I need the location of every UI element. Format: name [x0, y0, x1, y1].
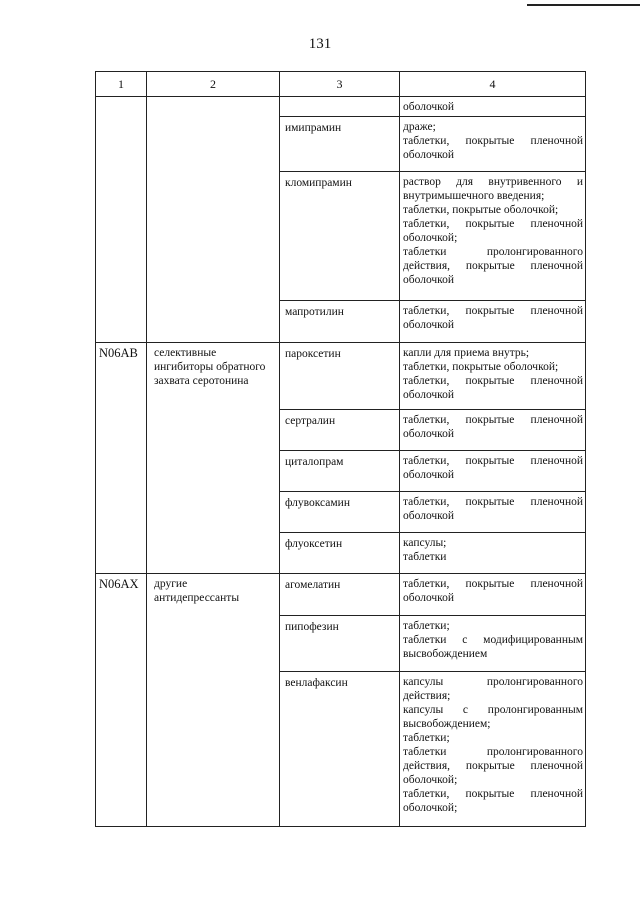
dosage-form-line: таблетки, покрытые пленочной — [403, 305, 583, 317]
dosage-forms-cell — [400, 492, 586, 533]
dosage-form-line: внутримышечного введения; — [403, 190, 545, 202]
drug-table — [95, 71, 586, 827]
dosage-form-line: капли для приема внутрь; — [403, 347, 530, 359]
drug-name-cell: флувоксамин — [280, 492, 400, 533]
dosage-form-line: оболочкой; — [403, 802, 458, 814]
drug-name-cell — [280, 97, 400, 117]
dosage-form-line: оболочкой — [403, 274, 455, 286]
column-header: 1 — [96, 72, 147, 97]
dosage-form-line: таблетки пролонгированного — [403, 246, 583, 258]
drug-name-cell: пипофезин — [280, 616, 400, 672]
dosage-form-line: оболочкой — [403, 389, 455, 401]
dosage-form-line: таблетки; — [403, 732, 450, 744]
dosage-form-line: капсулы; — [403, 537, 447, 549]
group-name-cell — [147, 97, 280, 343]
dosage-forms-cell — [400, 574, 586, 616]
dosage-forms-cell — [400, 301, 586, 343]
page-number: 131 — [308, 36, 332, 52]
dosage-form-line: таблетки, покрытые пленочной — [403, 578, 583, 590]
dosage-form-line: оболочкой — [403, 149, 455, 161]
dosage-form-line: действия; — [403, 690, 451, 702]
dosage-form-line: оболочкой — [403, 428, 455, 440]
dosage-form-line: оболочкой — [403, 510, 455, 522]
dosage-form-line: оболочкой — [403, 469, 455, 481]
table-row — [96, 343, 586, 410]
dosage-forms-cell — [400, 616, 586, 672]
drug-name-cell: имипрамин — [280, 117, 400, 172]
dosage-form-line: таблетки пролонгированного — [403, 746, 583, 758]
dosage-form-line: высвобождением — [403, 648, 488, 660]
dosage-forms-cell — [400, 343, 586, 410]
dosage-form-line: таблетки, покрытые пленочной — [403, 218, 583, 230]
dosage-form-line: оболочкой — [403, 319, 455, 331]
dosage-forms-cell — [400, 97, 586, 117]
dosage-forms-cell — [400, 533, 586, 574]
dosage-form-line: таблетки, покрытые пленочной — [403, 375, 583, 387]
dosage-form-line: таблетки с модифицированным — [403, 634, 583, 646]
dosage-form-line: таблетки, покрытые пленочной — [403, 414, 583, 426]
dosage-forms-cell — [400, 117, 586, 172]
dosage-form-line: высвобождением; — [403, 718, 491, 730]
dosage-form-line: таблетки, покрытые пленочной — [403, 496, 583, 508]
dosage-form-line: драже; — [403, 121, 436, 133]
atc-code-cell: N06AX — [96, 574, 147, 827]
table-row — [96, 97, 586, 117]
dosage-form-line: раствор для внутривенного и — [403, 176, 583, 188]
dosage-form-line: оболочкой — [403, 101, 455, 113]
dosage-forms-cell — [400, 410, 586, 451]
dosage-form-line: таблетки, покрытые оболочкой; — [403, 204, 559, 216]
dosage-form-line: капсулы пролонгированного — [403, 676, 583, 688]
column-header: 4 — [400, 72, 586, 97]
column-header: 3 — [280, 72, 400, 97]
dosage-form-line: таблетки, покрытые пленочной — [403, 135, 583, 147]
dosage-form-line: оболочкой; — [403, 774, 458, 786]
dosage-form-line: действия, покрытые пленочной — [403, 760, 583, 772]
drug-name-cell: пароксетин — [280, 343, 400, 410]
column-header: 2 — [147, 72, 280, 97]
dosage-form-line: капсулы с пролонгированным — [403, 704, 583, 716]
dosage-form-line: таблетки, покрытые пленочной — [403, 455, 583, 467]
atc-code-cell — [96, 97, 147, 343]
drug-name-cell: кломипрамин — [280, 172, 400, 301]
atc-code-cell: N06AB — [96, 343, 147, 574]
drug-name-cell: агомелатин — [280, 574, 400, 616]
dosage-form-line: таблетки; — [403, 620, 450, 632]
dosage-forms-cell — [400, 172, 586, 301]
drug-name-cell: флуоксетин — [280, 533, 400, 574]
group-name-cell: селективные ингибиторы обратного захвата серотонина — [147, 343, 280, 574]
dosage-forms-cell — [400, 451, 586, 492]
drug-name-cell: мапротилин — [280, 301, 400, 343]
group-name-cell: другие антидепрессанты — [147, 574, 280, 827]
drug-name-cell: сертралин — [280, 410, 400, 451]
dosage-form-line: таблетки — [403, 551, 447, 563]
dosage-form-line: таблетки, покрытые пленочной — [403, 788, 583, 800]
dosage-forms-cell — [400, 672, 586, 827]
top-rule — [527, 4, 640, 6]
table-row — [96, 574, 586, 616]
drug-name-cell: циталопрам — [280, 451, 400, 492]
drug-name-cell: венлафаксин — [280, 672, 400, 827]
dosage-form-line: оболочкой; — [403, 232, 458, 244]
dosage-form-line: действия, покрытые пленочной — [403, 260, 583, 272]
dosage-form-line: таблетки, покрытые оболочкой; — [403, 361, 559, 373]
dosage-form-line: оболочкой — [403, 592, 455, 604]
table-header-row — [96, 72, 586, 97]
